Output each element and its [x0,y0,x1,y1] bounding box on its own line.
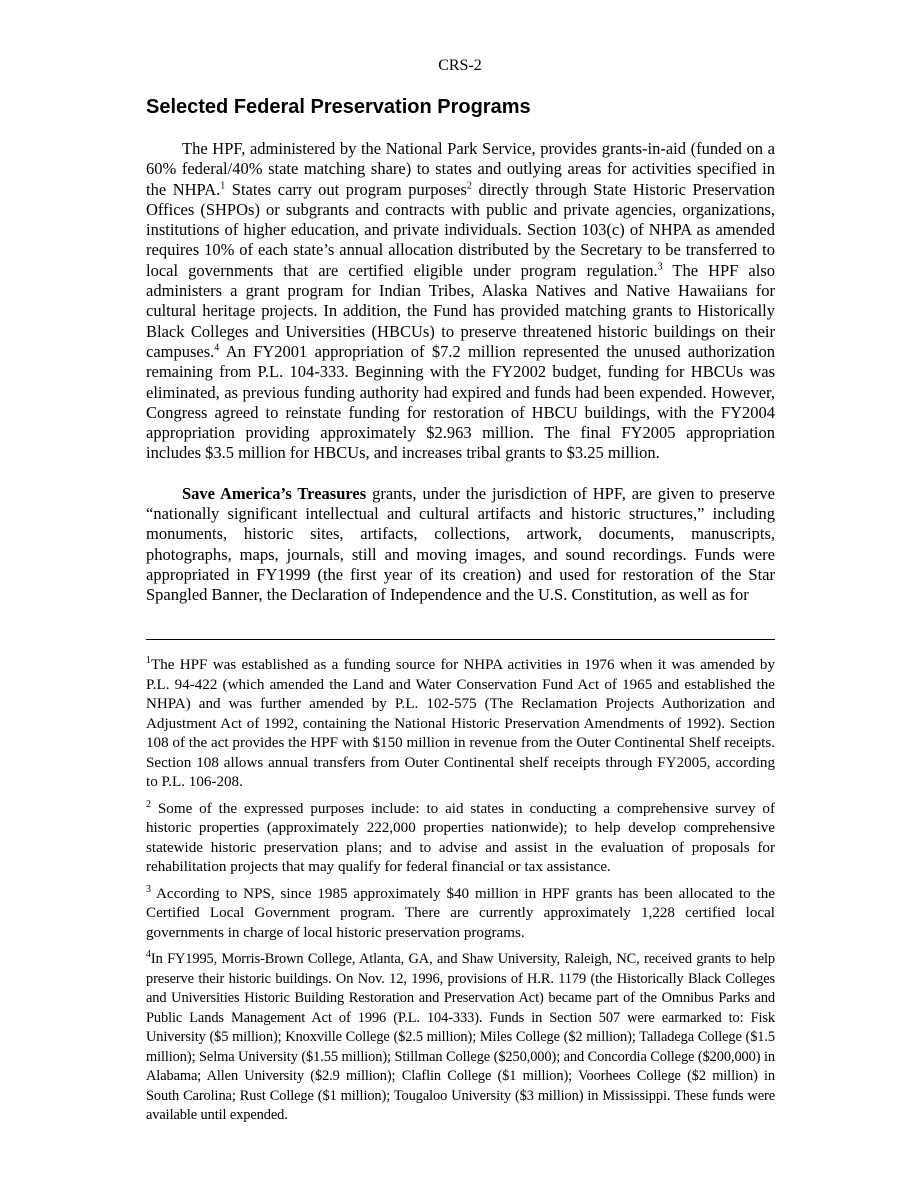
footnote-text: The HPF was established as a funding source for NHPA activities in 1976 when it was amended by P.L. 94-422 (which amended the Land and Water Conservation Fund Act of 1965 and established the NHPA) and was further amended by P.L. 102-575 (The Reclamation Projects Authorization and Adjustment Act of 1992, containing the National Historic Preservation Amendments of 1992). Section 108 of the act provides the HPF with $150 million in revenue from the Outer Continental Shelf receipts. Section 108 allows annual transfers from Outer Continental shelf receipts through FY2005, according to P.L. 106-208. [146,657,775,790]
footnote-4 [146,950,775,1126]
paragraph-text: States carry out program purposes [225,179,467,199]
paragraph-text: grants, under the jurisdiction of HPF, are given to preserve “nationally significant intellectual and cultural artifacts and historic structures,” including monuments, historic sites, artifacts, collections, artwork, documents, manuscripts, photographs, maps, journals, still and moving images, and sound recordings. Funds were appropriated in FY1999 (the first year of its creation) and used for restoration of the Star Spangled Banner, the Declaration of Independence and the U.S. Constitution, as well as for [146,483,776,605]
footnote-number: 4 [146,949,151,961]
footnote-3 [146,885,775,944]
footnote-divider [146,639,775,640]
footnote-number: 3 [146,883,151,895]
section-title: Selected Federal Preservation Programs [146,96,531,118]
footnote-number: 1 [146,654,151,666]
footnote-ref-3: 3 [657,261,663,273]
paragraph-hpf [146,139,775,464]
paragraph-save-americas-treasures [146,484,775,606]
footnote-text: Some of the expressed purposes include: to aid states in conducting a comprehensive survey of historic properties (approximately 222,000 properties nationwide); to help develop comprehensive statewide historic preservation plans; and to advise and assist in the evaluation of proposals for rehabilitation projects that may qualify for federal financial or tax assistance. [146,800,775,875]
footnote-text: In FY1995, Morris-Brown College, Atlanta, GA, and Shaw University, Raleigh, NC, received grants to help preserve their historic buildings. On Nov. 12, 1996, provisions of H.R. 1179 (the Historically Black Colleges and Universities Historic Building Restoration and Preservation Act) became part of the Omnibus Parks and Public Lands Management Act of 1996 (P.L. 104-333). Funds in Section 507 were earmarked to: Fisk University ($5 million); Knoxville College ($2.5 million); Miles College ($2 million); Talladega College ($1.5 million); Selma University ($1.55 million); Stillman College ($250,000); and Concordia College ($200,000) in Alabama; Allen University ($2.9 million); Claflin College ($1 million); Voorhees College ($2 million) in South Carolina; Rust College ($1 million); Tougaloo University ($3 million) in Mississippi. These funds were available until expended. [146,951,775,1123]
footnote-2 [146,800,775,878]
body-text [146,139,775,626]
footnotes [146,656,775,1133]
footnote-text: According to NPS, since 1985 approximately $40 million in HPF grants has been allocated to the Certified Local Government program. There are currently approximately 1,228 certified local governments in charge of local historic preservation programs. [146,885,775,941]
footnote-ref-4: 4 [214,342,220,354]
footnote-ref-1: 1 [220,180,226,192]
paragraph-text: directly through State Historic Preservation Offices (SHPOs) or subgrants and contracts with public and private agencies, organizations, institutions of higher education, and private individuals. Section 103(c) of NHPA as amended requires 10% of each state’s annual allocation distributed by the Secretary to be transferred to local governments that are certified eligible under program regulation. [146,179,775,280]
paragraph-text: An FY2001 appropriation of $7.2 million represented the unused authorization remaining from P.L. 104-333. Beginning with the FY2002 budget, funding for HBCUs was eliminated, as previous funding authority had expired and funds had been expended. However, Congress agreed to reinstate funding for restoration of HBCU buildings, with the FY2004 appropriation providing approximately $2.963 million. The final FY2005 appropriation includes $3.5 million for HBCUs, and increases tribal grants to $3.25 million. [146,341,775,463]
paragraph-text: The HPF, administered by the National Park Service, provides grants-in-aid (funded on a 60% federal/40% state matching share) to states and outlying areas for activities specified in the NHPA. [146,139,775,199]
program-name: Save America’s Treasures [182,483,367,503]
footnote-ref-2: 2 [466,180,472,192]
paragraph-text: The HPF also administers a grant program for Indian Tribes, Alaska Natives and Native Hawaiians for cultural heritage projects. In addition, the Fund has provided matching grants to Historically Black Colleges and Universities (HBCUs) to preserve threatened historic buildings on their campuses. [146,260,775,361]
footnote-number: 2 [146,798,151,810]
footnote-1 [146,656,775,793]
page-header: CRS-2 [438,57,482,74]
